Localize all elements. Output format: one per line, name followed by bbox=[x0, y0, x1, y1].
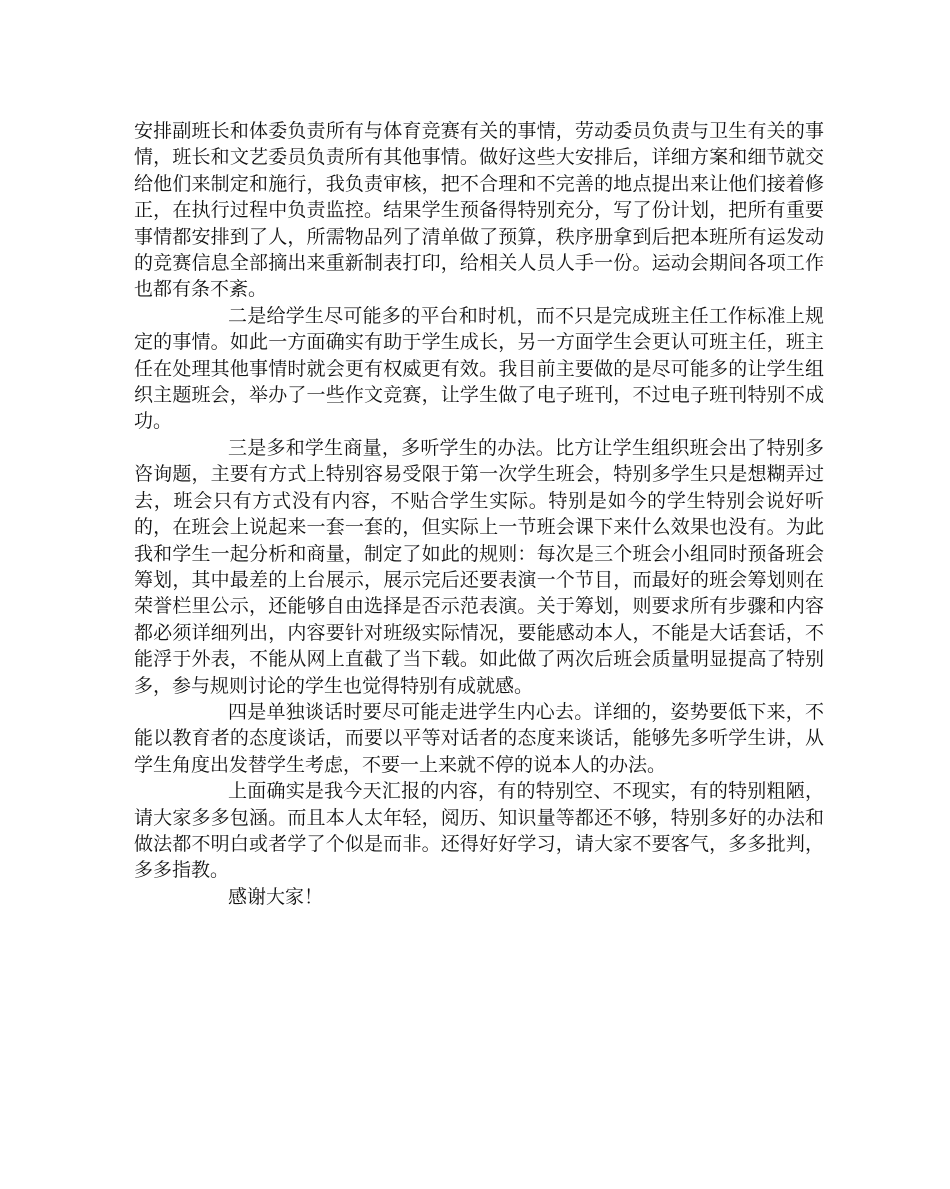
document-body bbox=[134, 118, 824, 910]
paragraph-5: 上面确实是我今天汇报的内容，有的特别空、不现实，有的特别粗陋，请大家多多包涵。而且本人太年轻，阅历、知识量等都还不够，特别多好的办法和做法都不明白或者学了个似是而非。还得好好学习，请大家不要客气，多多批判，多多指教。 bbox=[134, 780, 824, 882]
paragraph-closing: 感谢大家！ bbox=[228, 885, 324, 908]
paragraph-2: 二是给学生尽可能多的平台和时机，而不只是完成班主任工作标准上规定的事情。如此一方面确实有助于学生成长，另一方面学生会更认可班主任，班主任在处理其他事情时就会更有权威更有效。我目前主要做的是尽可能多的让学生组织主题班会，举办了一些作文竞赛，让学生做了电子班刊，不过电子班刊特别不成功。 bbox=[134, 304, 824, 433]
paragraph-4: 四是单独谈话时要尽可能走进学生内心去。详细的，姿势要低下来，不能以教育者的态度谈话，而要以平等对话者的态度来谈话，能够先多听学生讲，从学生角度出发替学生考虑，不要一上来就不停的说本人的办法。 bbox=[134, 700, 824, 776]
paragraph-3: 三是多和学生商量，多听学生的办法。比方让学生组织班会出了特别多咨询题，主要有方式上特别容易受限于第一次学生班会，特别多学生只是想糊弄过去，班会只有方式没有内容，不贴合学生实际。特别是如今的学生特别会说好听的，在班会上说起来一套一套的，但实际上一节班会课下来什么效果也没有。为此我和学生一起分析和商量，制定了如此的规则：每次是三个班会小组同时预备班会筹划，其中最差的上台展示，展示完后还要表演一个节目，而最好的班会筹划则在荣誉栏里公示，还能够自由选择是否示范表演。关于筹划，则要求所有步骤和内容都必须详细列出，内容要针对班级实际情况，要能感动本人，不能是大话套话，不能浮于外表，不能从网上直截了当下载。如此做了两次后班会质量明显提高了特别多，参与规则讨论的学生也觉得特别有成就感。 bbox=[134, 436, 824, 697]
paragraph-1: 安排副班长和体委负责所有与体育竞赛有关的事情，劳动委员负责与卫生有关的事情，班长和文艺委员负责所有其他事情。做好这些大安排后，详细方案和细节就交给他们来制定和施行，我负责审核，把不合理和不完善的地点提出来让他们接着修正，在执行过程中负责监控。结果学生预备得特别充分，写了份计划，把所有重要事情都安排到了人，所需物品列了清单做了预算，秩序册拿到后把本班所有运发动的竞赛信息全部摘出来重新制表打印，给相关人员人手一份。运动会期间各项工作也都有条不紊。 bbox=[134, 120, 824, 301]
